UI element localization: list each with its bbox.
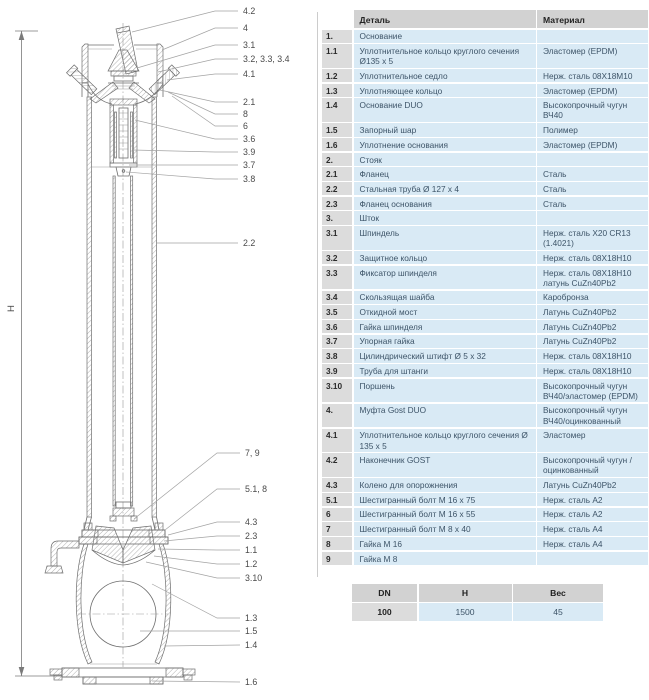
parts-material-cell: Эластомер [537, 429, 648, 452]
parts-detail-cell: Основание DUO [354, 98, 536, 121]
parts-material-cell: Полимер [537, 123, 648, 136]
parts-table-row [322, 182, 648, 195]
parts-material-cell: Сталь [537, 167, 648, 180]
parts-material-cell: Высокопрочный чугун ВЧ40/оцинкованный [537, 404, 648, 427]
parts-material-cell: Нерж. сталь А2 [537, 508, 648, 521]
parts-detail-cell: Основание [354, 30, 536, 43]
parts-table-body [322, 30, 648, 565]
callout-label: 4.1 [243, 69, 256, 79]
parts-num-cell: 4.3 [322, 478, 352, 491]
parts-material-cell: Нерж. сталь 08Х18Н10 латунь CuZn40Pb2 [537, 266, 648, 289]
callout-label: 3.1 [243, 40, 256, 50]
riser-pipe [87, 97, 157, 517]
parts-material-cell: Высокопрочный чугун / оцинкованный [537, 453, 648, 476]
parts-header-detail: Деталь [354, 10, 536, 28]
parts-material-cell: Высокопрочный чугун ВЧ40/эластомер (EPDM) [537, 379, 648, 402]
parts-material-cell: Нерж. сталь 08Х18Н10 [537, 364, 648, 377]
parts-num-cell: 2.2 [322, 182, 352, 195]
parts-table-row [322, 251, 648, 264]
parts-detail-cell: Стальная труба Ø 127 x 4 [354, 182, 536, 195]
parts-detail-cell: Гайка М 8 [354, 552, 536, 565]
callout-label: 1.3 [245, 613, 258, 623]
parts-num-cell: 2.1 [322, 167, 352, 180]
callout-label: 4 [243, 23, 248, 33]
parts-detail-cell: Шестигранный болт М 8 x 40 [354, 522, 536, 535]
parts-material-cell: Нерж. сталь А4 [537, 537, 648, 550]
parts-num-cell: 3.6 [322, 320, 352, 333]
callout-label: 5.1, 8 [245, 484, 268, 494]
callout-label: 1.2 [245, 559, 258, 569]
pin-3-8 [122, 170, 125, 173]
parts-table-row [322, 478, 648, 491]
callout-leader [132, 11, 238, 32]
parts-num-cell: 9 [322, 552, 352, 565]
callout-label: 1.4 [245, 640, 258, 650]
callout-leader [152, 681, 240, 682]
dims-value-dn: 100 [352, 603, 417, 621]
parts-material-cell: Эластомер (EPDM) [537, 44, 648, 67]
parts-table-row [322, 429, 648, 452]
parts-table-row [322, 266, 648, 289]
callout-leader [165, 489, 240, 530]
callout-leader [164, 536, 240, 541]
parts-table-row [322, 138, 648, 151]
parts-table-row [322, 522, 648, 535]
parts-material-cell: Высокопрочный чугун ВЧ40 [537, 98, 648, 121]
parts-num-cell: 4. [322, 404, 352, 427]
callout-label: 4.2 [243, 6, 256, 16]
parts-detail-cell: Шестигранный болт М 16 x 75 [354, 493, 536, 506]
parts-material-cell [537, 211, 648, 224]
parts-num-cell: 3.8 [322, 349, 352, 362]
parts-detail-cell: Цилиндрический штифт Ø 5 x 32 [354, 349, 536, 362]
parts-material-cell: Эластомер (EPDM) [537, 138, 648, 151]
parts-detail-cell: Упорная гайка [354, 335, 536, 348]
dims-header-weight: Вес [513, 584, 603, 602]
parts-num-cell: 3.9 [322, 364, 352, 377]
parts-num-cell: 3.1 [322, 226, 352, 249]
dims-header-h: H [419, 584, 512, 602]
callout-label: 2.1 [243, 97, 256, 107]
parts-detail-cell: Стояк [354, 153, 536, 166]
callout-leader [133, 150, 238, 152]
parts-num-cell: 1.4 [322, 98, 352, 121]
callout-leader [168, 92, 238, 114]
dimension-H [6, 31, 62, 676]
callout-leader [160, 90, 238, 102]
parts-table-row [322, 349, 648, 362]
parts-material-cell [537, 552, 648, 565]
callout-label: 3.8 [243, 174, 256, 184]
parts-table-row [322, 98, 648, 121]
dimensions-table [352, 584, 603, 622]
parts-detail-cell: Гайка М 16 [354, 537, 536, 550]
drain-elbow [45, 541, 79, 573]
callout-label: 3.2, 3.3, 3.4 [243, 54, 290, 64]
parts-material-cell: Нерж. сталь А4 [537, 522, 648, 535]
callout-label: 2.2 [243, 238, 256, 248]
parts-material-cell: Нерж. сталь X20 CR13 (1.4021) [537, 226, 648, 249]
callout-label: 7, 9 [245, 448, 260, 458]
parts-detail-cell: Уплотнительное седло [354, 69, 536, 82]
parts-detail-cell: Фланец основания [354, 197, 536, 210]
parts-num-cell: 6 [322, 508, 352, 521]
hydrant-body [45, 23, 195, 684]
callout-label: 1.1 [245, 545, 258, 555]
callout-label: 1.6 [245, 677, 258, 687]
parts-detail-cell: Труба для штанги [354, 364, 536, 377]
parts-material-cell [537, 30, 648, 43]
parts-detail-cell: Муфта Gost DUO [354, 404, 536, 427]
parts-detail-cell: Уплотнительное кольцо круглого сечения Ø 135 x 5 [354, 429, 536, 452]
parts-table-row [322, 197, 648, 210]
spindle-nut-tube [92, 99, 152, 506]
parts-detail-cell: Поршень [354, 379, 536, 402]
parts-detail-cell: Уплотнительное кольцо круглого сечения Ø135 x 5 [354, 44, 536, 67]
callout-leader [134, 453, 240, 519]
parts-detail-cell: Гайка шпинделя [354, 320, 536, 333]
callout-leader [168, 522, 240, 535]
callout-leader [137, 45, 238, 68]
parts-detail-cell: Колено для опорожнения [354, 478, 536, 491]
parts-detail-cell: Скользящая шайба [354, 291, 536, 304]
parts-table-row [322, 335, 648, 348]
parts-header-material: Материал [537, 10, 648, 28]
parts-material-cell: Нерж. сталь 08Х18Н10 [537, 349, 648, 362]
parts-num-cell: 7 [322, 522, 352, 535]
callout-leader [146, 562, 240, 578]
parts-table-row [322, 320, 648, 333]
parts-num-cell: 4.1 [322, 429, 352, 452]
parts-num-cell: 1.1 [322, 44, 352, 67]
parts-material-cell: Нерж. сталь 08Х18Н10 [537, 251, 648, 264]
parts-detail-cell: Уплотняющее кольцо [354, 84, 536, 97]
callout-leader [126, 172, 238, 179]
hydrant-technical-drawing [0, 0, 320, 700]
callout-label: 8 [243, 109, 248, 119]
parts-num-cell: 3.10 [322, 379, 352, 402]
parts-material-cell: Нерж. сталь А2 [537, 493, 648, 506]
parts-table-row [322, 226, 648, 249]
callout-label: 3.9 [243, 147, 256, 157]
callout-leader [152, 584, 240, 618]
parts-material-cell: Нерж. сталь 08Х18М10 [537, 69, 648, 82]
callout-leader [135, 120, 238, 139]
parts-detail-cell: Защитное кольцо [354, 251, 536, 264]
parts-table-row [322, 537, 648, 550]
parts-table-row [322, 404, 648, 427]
dims-value-row [352, 603, 603, 621]
callout-label: 3.7 [243, 160, 256, 170]
callout-label: 6 [243, 121, 248, 131]
parts-material-cell: Эластомер (EPDM) [537, 84, 648, 97]
parts-table-row [322, 305, 648, 318]
parts-num-cell: 3.5 [322, 305, 352, 318]
parts-header-num [322, 10, 352, 28]
parts-material-cell: Латунь CuZn40Pb2 [537, 478, 648, 491]
parts-detail-cell: Фланец [354, 167, 536, 180]
dims-header-dn: DN [352, 584, 417, 602]
callout-leader [164, 645, 240, 646]
parts-detail-cell: Откидной мост [354, 305, 536, 318]
parts-table [322, 10, 648, 566]
parts-detail-cell: Запорный шар [354, 123, 536, 136]
parts-table-row [322, 123, 648, 136]
parts-material-cell: Латунь CuZn40Pb2 [537, 320, 648, 333]
parts-num-cell: 3.7 [322, 335, 352, 348]
parts-table-row [322, 379, 648, 402]
parts-table-row [322, 30, 648, 43]
dims-value-weight: 45 [513, 603, 603, 621]
callout-label: 4.3 [245, 517, 258, 527]
parts-detail-cell: Шпиндель [354, 226, 536, 249]
parts-table-row [322, 167, 648, 180]
parts-num-cell: 1.6 [322, 138, 352, 151]
callout-leader [158, 549, 240, 550]
callout-label: 3.6 [243, 134, 256, 144]
parts-table-row [322, 508, 648, 521]
parts-num-cell: 2.3 [322, 197, 352, 210]
parts-table-row [322, 291, 648, 304]
parts-num-cell: 1. [322, 30, 352, 43]
parts-table-row [322, 153, 648, 166]
parts-table-row [322, 552, 648, 565]
parts-material-cell: Латунь CuZn40Pb2 [537, 335, 648, 348]
parts-material-cell: Каробронза [537, 291, 648, 304]
parts-num-cell: 3. [322, 211, 352, 224]
parts-num-cell: 3.3 [322, 266, 352, 289]
parts-num-cell: 1.5 [322, 123, 352, 136]
parts-table-row [322, 364, 648, 377]
parts-detail-cell: Шестигранный болт М 16 x 55 [354, 508, 536, 521]
parts-material-cell: Сталь [537, 197, 648, 210]
dims-value-h: 1500 [419, 603, 512, 621]
dims-header-row [352, 584, 603, 602]
parts-table-row [322, 84, 648, 97]
parts-num-cell: 8 [322, 537, 352, 550]
callout-label: 1.5 [245, 626, 258, 636]
parts-table-row [322, 493, 648, 506]
parts-num-cell: 4.2 [322, 453, 352, 476]
parts-num-cell: 1.3 [322, 84, 352, 97]
parts-table-row [322, 211, 648, 224]
parts-detail-cell: Уплотнение основания [354, 138, 536, 151]
parts-table-header [322, 10, 648, 28]
parts-table-row [322, 44, 648, 67]
dim-h-label: H [6, 305, 17, 312]
parts-detail-cell: Наконечник GOST [354, 453, 536, 476]
parts-material-cell: Сталь [537, 182, 648, 195]
parts-detail-cell: Шток [354, 211, 536, 224]
parts-num-cell: 2. [322, 153, 352, 166]
parts-detail-cell: Фиксатор шпинделя [354, 266, 536, 289]
parts-material-cell: Латунь CuZn40Pb2 [537, 305, 648, 318]
parts-num-cell: 1.2 [322, 69, 352, 82]
base-flange-joint [79, 523, 168, 544]
callout-label: 3.10 [245, 573, 263, 583]
parts-num-cell: 5.1 [322, 493, 352, 506]
callout-label: 2.3 [245, 531, 258, 541]
callout-leader [172, 96, 238, 126]
callout-leader [162, 28, 238, 50]
parts-material-cell [537, 153, 648, 166]
parts-table-row [322, 69, 648, 82]
parts-num-cell: 3.4 [322, 291, 352, 304]
parts-num-cell: 3.2 [322, 251, 352, 264]
parts-table-row [322, 453, 648, 476]
callout-labels [126, 6, 290, 687]
